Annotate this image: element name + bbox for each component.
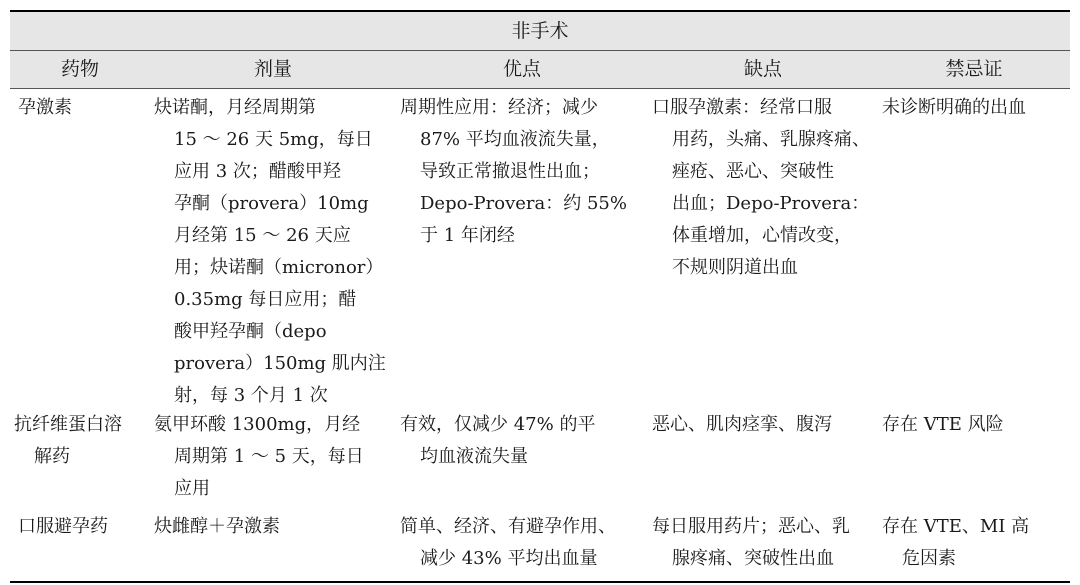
pros-cell: 周期性应用：经济；减少 87% 平均血液流失量， 导致正常撤退性出血； Depo-Provera：约 55% 于 1 年闭经 [400, 97, 627, 246]
header-cons: 缺点 [743, 58, 782, 80]
dose-cell: 炔诺酮，月经周期第 15 ～ 26 天 5mg，每日 应用 3 次；醋酸甲羟 孕酮（provera）10mg 月经第 15 ～ 26 天应 用；炔诺酮（micronor） 0.35mg 每日应用；醋 酸甲羟孕酮（depo provera）150mg 肌内注 射，每 3 个月 1 次 [154, 97, 386, 406]
dose-cell: 炔雌醇＋孕激素 [154, 516, 280, 537]
pros-cell: 有效，仅减少 47% 的平 均血液流失量 [400, 414, 596, 467]
drug-cell: 抗纤维蛋白溶 解药 [14, 414, 122, 467]
drug-cell: 口服避孕药 [18, 516, 108, 537]
drug-cell: 孕激素 [18, 97, 72, 118]
group-title: 非手术 [10, 12, 1070, 51]
contra-cell: 未诊断明确的出血 [882, 97, 1026, 118]
treatment-table [10, 10, 1070, 583]
header-row [10, 51, 1070, 89]
table-row [10, 507, 1070, 577]
header-contra: 禁忌证 [945, 58, 1003, 80]
contra-cell: 存在 VTE 风险 [882, 414, 1004, 435]
header-drug: 药物 [60, 58, 99, 80]
cons-cell: 每日服用药片；恶心、乳 腺疼痛、突破性出血 [652, 516, 850, 569]
table-row [10, 89, 1070, 405]
contra-cell: 存在 VTE、MI 高 危因素 [882, 516, 1030, 569]
bottom-rule [10, 581, 1070, 583]
header-pros: 优点 [502, 58, 541, 80]
pros-cell: 简单、经济、有避孕作用、 减少 43% 平均出血量 [400, 516, 616, 569]
header-dose: 剂量 [253, 58, 292, 80]
table-row [10, 405, 1070, 507]
dose-cell: 氨甲环酸 1300mg，月经 周期第 1 ～ 5 天，每日 应用 [154, 414, 364, 499]
cons-cell: 口服孕激素：经常口服 用药，头痛、乳腺疼痛、 痤疮、恶心、突破性 出血；Depo-Provera： 体重增加，心情改变， 不规则阴道出血 [652, 97, 870, 278]
cons-cell: 恶心、肌肉痉挛、腹泻 [652, 414, 832, 435]
